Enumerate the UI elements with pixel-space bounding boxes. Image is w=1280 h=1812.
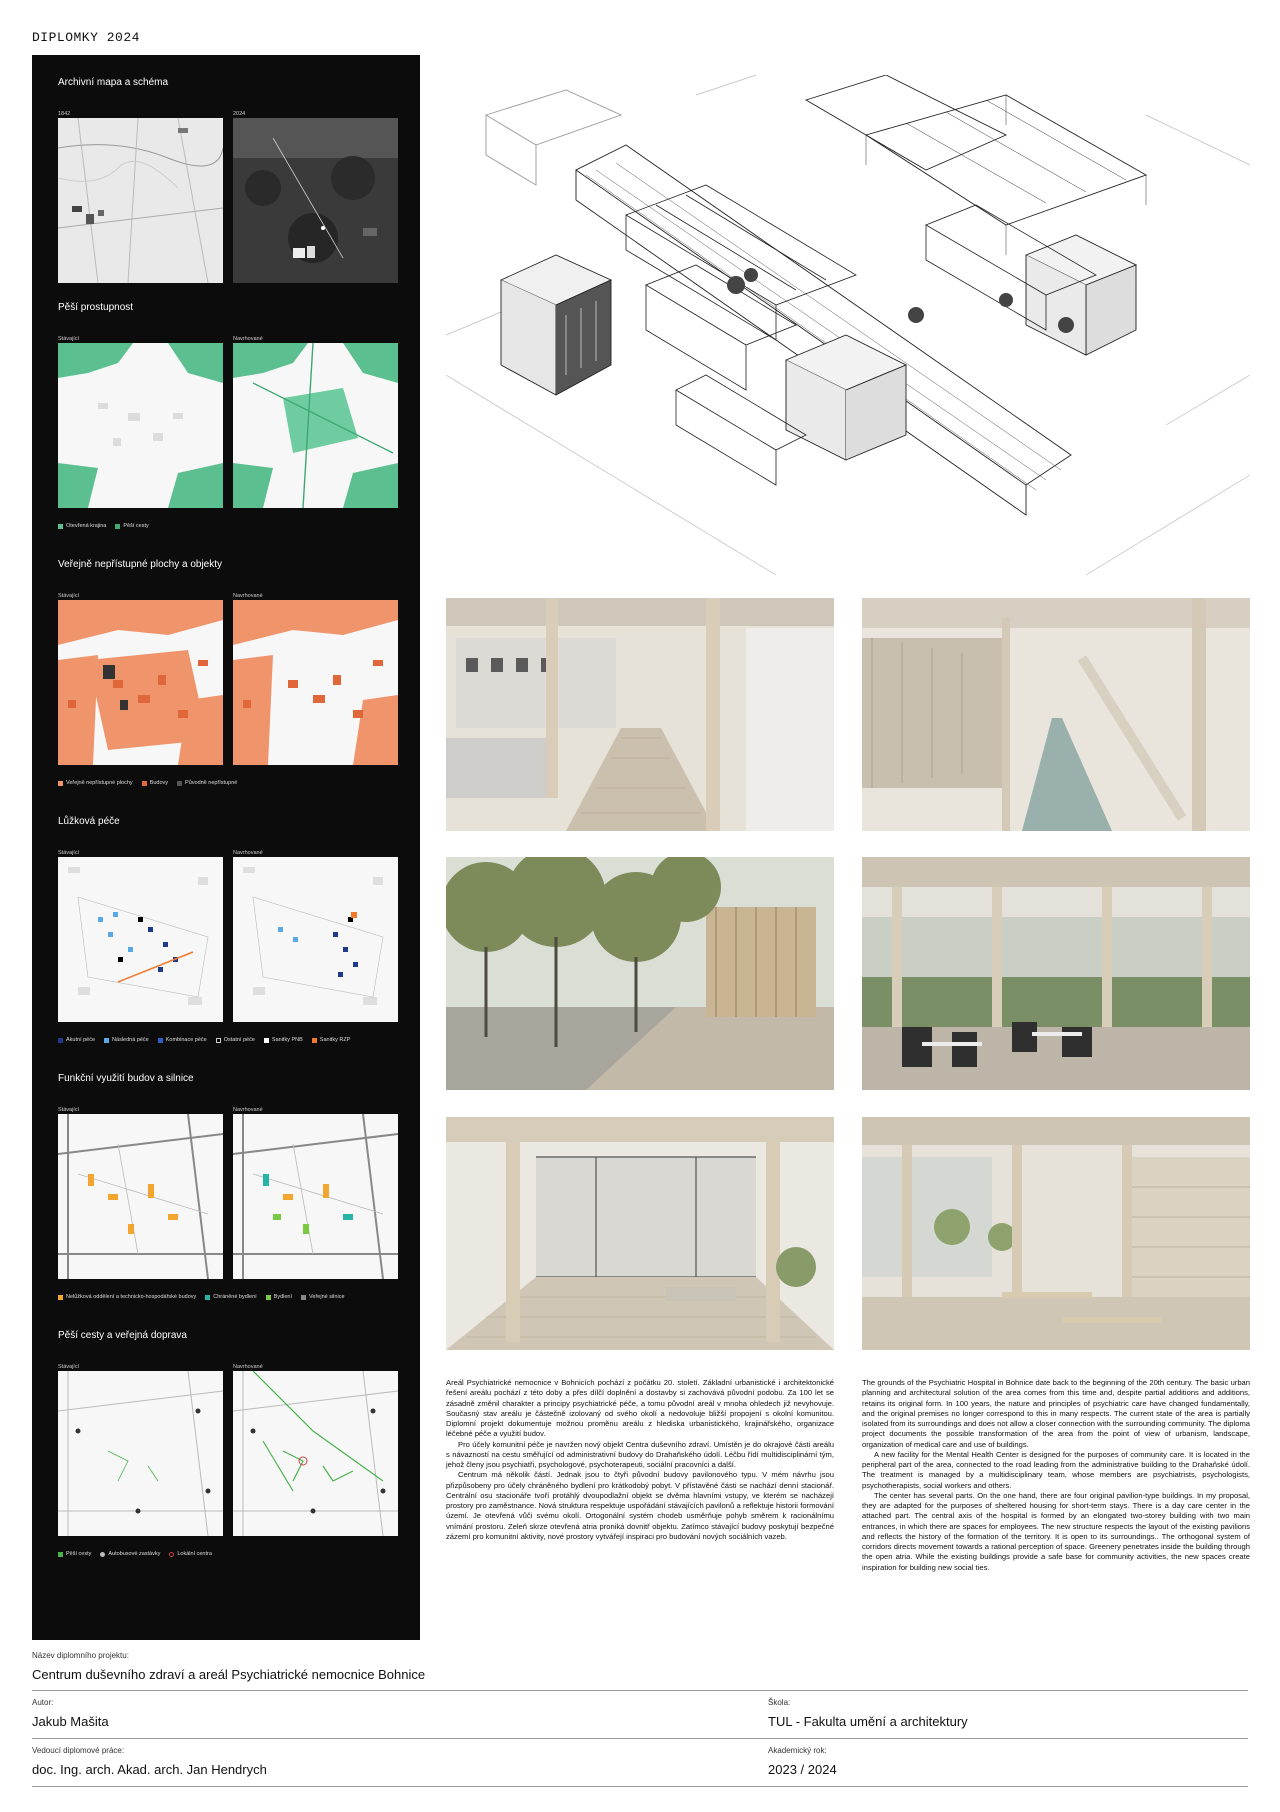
project-name-value: Centrum duševního zdraví a areál Psychiatrické nemocnice Bohnice: [32, 1667, 426, 1682]
aerial-photo-2024: [233, 118, 398, 283]
legend-item: Pěší cesty: [58, 1551, 91, 1557]
permeability-map-proposed: [233, 343, 398, 508]
historic-map-1842: [58, 118, 223, 283]
render-workshop-hall: [862, 1117, 1250, 1350]
paragraph: Centrum má několik částí. Jednak jsou to čtyři původní budovy pavilonového typu. V mém návrhu jsou přizpůsobeny pro účely chráněného bydlení pro krátkodobý pobyt. V přístavěné části se nachází denní stacionář. Centrální osu stacionáře tvoří protáhlý dvoupodlažní objekt se dvěma hlavními vstupy, ve kterém se nacházejí prostory pro zaměstnance. Nová struktura respektuje uspořádání stávajících pavilonů a reflektuje historii formování území. Je otevřená vůči svému okolí. Ortogonální systém chodeb usměrňuje pohyb směrem k racionálnímu vnímání prostoru. Zeleň skrze otevřená atria proniká dovnitř objektu. Zatímco stávající budovy poskytují bezpečné zázemí pro komunitní aktivity, nové prostory vytvářejí inspiraci pro budování nových sociálních vazeb.: [446, 1470, 834, 1541]
legend-item: Bydlení: [266, 1294, 292, 1300]
inaccessible-map-existing: [58, 600, 223, 765]
map-right-label: Navrhované: [233, 336, 263, 342]
map-left-label: Stávající: [58, 850, 80, 856]
render-dining-hall: [862, 857, 1250, 1090]
section-pedestrian-permeability: [58, 302, 398, 534]
supervisor-value: doc. Ing. arch. Akad. arch. Jan Hendrych: [32, 1762, 267, 1777]
section-building-function: [58, 1073, 398, 1305]
legend-item: Veřejné silnice: [301, 1294, 344, 1300]
legend: [58, 780, 237, 786]
care-map-proposed: [233, 857, 398, 1022]
function-map-existing: [58, 1114, 223, 1279]
section-title: Pěší cesty a veřejná doprava: [58, 1330, 187, 1341]
transport-map-proposed: [233, 1371, 398, 1536]
academic-year-value: 2023 / 2024: [768, 1762, 837, 1777]
legend-item: Otevřená krajina: [58, 523, 106, 529]
map-left-label: Stávající: [58, 593, 80, 599]
section-inpatient-care: [58, 816, 398, 1048]
map-left-label: Stávající: [58, 1364, 80, 1370]
section-inaccessible-areas: [58, 559, 398, 791]
paragraph: The grounds of the Psychiatric Hospital in Bohnice date back to the beginning of the 20th century. The basic urban planning and architectural solution of the area comes from this time and, despite partial additions and additions, retains its original form. In 100 years, the nature and principles of psychiatric care have changed fundamentally, and the original premises no longer correspond to this in many respects. The current state of the area is partially isolated from its surroundings and does not allow a closer connection with the surrounding community. The diploma project documents the possible transformation of the area from the point of view of urbanism, landscape, organization of medical care and use of buildings.: [862, 1378, 1250, 1449]
author-value: Jakub Mašita: [32, 1714, 109, 1729]
map-left-label: Stávající: [58, 1107, 80, 1113]
academic-year-label: Akademický rok:: [768, 1746, 827, 1755]
divider: [32, 1786, 1248, 1787]
page-header-title: DIPLOMKY 2024: [32, 30, 140, 45]
legend-item: Kombinace péče: [158, 1037, 207, 1043]
map-right-label: Navrhované: [233, 1364, 263, 1370]
inaccessible-map-proposed: [233, 600, 398, 765]
analysis-panel: [32, 55, 420, 1640]
function-map-proposed: [233, 1114, 398, 1279]
paragraph: A new facility for the Mental Health Center is designed for the purposes of community care. It is located in the peripheral part of the area, connected to the road leading from the administrative building to the Drahaňské údolí. The treatment is managed by a multidisciplinary team, whose members are psychiatrists, psychologists, psychotherapists, social workers and others.: [862, 1449, 1250, 1490]
legend-item: Veřejně nepřístupné plochy: [58, 780, 133, 786]
section-title: Veřejně nepřístupné plochy a objekty: [58, 559, 222, 570]
permeability-map-existing: [58, 343, 223, 508]
care-map-existing: [58, 857, 223, 1022]
map-right-label: Navrhované: [233, 593, 263, 599]
legend-item: Původně nepřístupné: [177, 780, 237, 786]
legend-item: Pěší cesty: [115, 523, 148, 529]
paragraph: The center has several parts. On the one hand, there are four original pavilion-type buildings. In my proposal, they are adapted for the purposes of sheltered housing for short-term stays. There is a day care center in the attached part. The central axis of the hospital is formed by an elongated two-storey building with two main entrances, in which there are spaces for employees. The new structure respects the layout of the existing pavilions and reflects the history of the formation of the territory. It is open to its surroundings.. The orthogonal system of corridors directs movement towards a rational perception of space. Greenery penetrates inside the building through the open atria. While the existing buildings provide a safe base for community activities, the new spaces create inspiration for building new social ties.: [862, 1490, 1250, 1572]
supervisor-label: Vedoucí diplomové práce:: [32, 1746, 125, 1755]
school-label: Škola:: [768, 1698, 791, 1707]
legend-item: Následná péče: [104, 1037, 149, 1043]
render-corridor-pool: [862, 598, 1250, 831]
description-czech: [446, 1378, 834, 1542]
paragraph: Pro účely komunitní péče je navržen nový objekt Centra duševního zdraví. Umístěn je do okrajové části areálu s návazností na cestu směřující od administrativní budovy do Drahaňského údolí. Léčbu řídí multidisciplinární tým, jehož členy jsou psychiatři, psychologové, psychoterapeuti, sociální pracovníci a další.: [446, 1439, 834, 1469]
map-left-label: Stávající: [58, 336, 80, 342]
section-title: Pěší prostupnost: [58, 302, 134, 313]
map-left-label: 1842: [58, 111, 71, 117]
divider: [32, 1738, 1248, 1739]
legend-item: Autobusové zastávky: [100, 1551, 160, 1557]
section-title: Archivní mapa a schéma: [58, 77, 169, 88]
legend-item: Ostatní péče: [216, 1037, 255, 1043]
legend: [58, 1294, 345, 1300]
legend-item: Sanitky PNB: [264, 1037, 303, 1043]
section-title: Lůžková péče: [58, 816, 120, 827]
map-right-label: Navrhované: [233, 850, 263, 856]
legend-item: Chráněné bydlení: [205, 1294, 256, 1300]
legend: [58, 1037, 350, 1043]
legend-item: Sanitky RZP: [312, 1037, 351, 1043]
legend-item: Akutní péče: [58, 1037, 95, 1043]
transport-map-existing: [58, 1371, 223, 1536]
legend: [58, 1551, 212, 1557]
legend: [58, 523, 149, 529]
axonometric-drawing: [446, 75, 1250, 575]
paragraph: Areál Psychiatrické nemocnice v Bohnicích pochází z počátku 20. století. Základní urbanistické i architektonické řešení areálu pochází z této doby a přes dílčí doplnění a dostavby si zachovává původní podobu. Za 100 let se zásadně změnil charakter a principy psychiatrické péče, a tomu původní areál v mnoha ohledech již nevyhovuje. Současný stav areálu je částečně izolovaný od svého okolí a nedovoluje bližší propojení s okolní komunitou. Diplomní projekt dokumentuje možnou proměnu areálu z hlediska urbanistického, krajinářského, organizace léčebné péče a využití budov.: [446, 1378, 834, 1439]
divider: [32, 1690, 1248, 1691]
section-title: Funkční využití budov a silnice: [58, 1073, 194, 1084]
map-right-label: 2024: [233, 111, 246, 117]
render-courtyard-trees: [446, 857, 834, 1090]
description-english: [862, 1378, 1250, 1573]
legend-item: Lokální centra: [169, 1551, 212, 1557]
legend-item: Nelůžková oddělení a technicko-hospodářské budovy: [58, 1294, 196, 1300]
author-label: Autor:: [32, 1698, 54, 1707]
legend-item: Budovy: [142, 780, 168, 786]
map-right-label: Navrhované: [233, 1107, 263, 1113]
section-paths-transport: [58, 1330, 398, 1562]
project-name-label: Název diplomního projektu:: [32, 1651, 129, 1660]
render-wooden-walkway: [446, 598, 834, 831]
school-value: TUL - Fakulta umění a architektury: [768, 1714, 968, 1729]
render-entrance-hall: [446, 1117, 834, 1350]
section-archive-maps: [58, 77, 398, 297]
